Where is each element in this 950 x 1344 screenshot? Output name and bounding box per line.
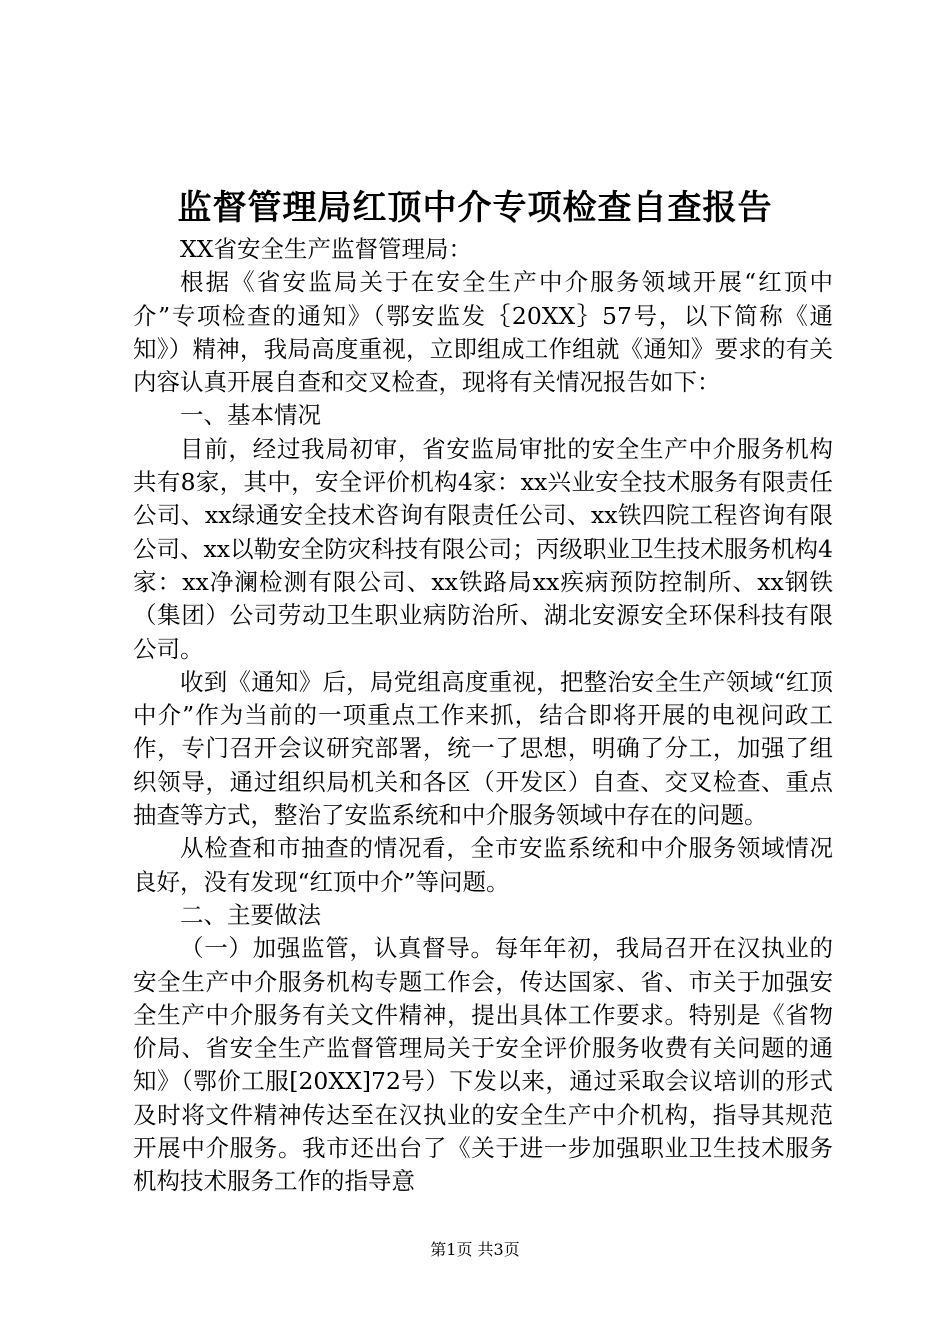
- basic-situation-paragraph: 目前，经过我局初审，省安监局审批的安全生产中介服务机构共有8家，其中，安全评价机构4家：xx兴业安全技术服务有限责任公司、xx绿通安全技术咨询有限责任公司、xx铁四院工程咨询有限公司、xx以勒安全防灾科技有限公司；丙级职业卫生技术服务机构4家：xx净澜检测有限公司、xx铁路局xx疾病预防控制所、xx钢铁（集团）公司劳动卫生职业病防治所、湖北安源安全环保科技有限公司。: [133, 434, 833, 663]
- intro-paragraph: 根据《省安监局关于在安全生产中介服务领域开展“红顶中介”专项检查的通知》（鄂安监发｛20XX｝57号，以下简称《通知》）精神，我局高度重视，立即组成工作组就《通知》要求的有关内容认真开展自查和交叉检查，现将有关情况报告如下：: [133, 268, 833, 397]
- document-body: [133, 233, 833, 1199]
- section-heading-methods: 二、主要做法: [180, 900, 321, 929]
- salutation: XX省安全生产监督管理局：: [180, 235, 472, 263]
- section-heading-basic: 一、基本情况: [180, 401, 321, 430]
- page-number: 第1页 共3页: [430, 1240, 520, 1259]
- inspection-result-paragraph: 从检查和市抽查的情况看，全市安监系统和中介服务领域情况良好，没有发现“红顶中介”等问题。: [133, 834, 833, 896]
- supervision-paragraph: （一）加强监管，认真督导。每年年初，我局召开在汉执业的安全生产中介服务机构专题工作会，传达国家、省、市关于加强安全生产中介服务有关文件精神，提出具体工作要求。特别是《省物价局、省安全生产监督管理局关于安全评价服务收费有关问题的通知》（鄂价工服[20XX]72号）下发以来，通过采取会议培训的形式及时将文件精神传达至在汉执业的安全生产中介机构，指导其规范开展中介服务。我市还出台了《关于进一步加强职业卫生技术服务机构技术服务工作的指导意: [133, 934, 833, 1196]
- document-title: 监督管理局红顶中介专项检查自查报告: [177, 188, 773, 228]
- response-paragraph: 收到《通知》后，局党组高度重视，把整治安全生产领域“红顶中介”作为当前的一项重点工作来抓，结合即将开展的电视问政工作，专门召开会议研究部署，统一了思想，明确了分工，加强了组织领导，通过组织局机关和各区（开发区）自查、交叉检查、重点抽查等方式，整治了安监系统和中介服务领域中存在的问题。: [133, 667, 833, 830]
